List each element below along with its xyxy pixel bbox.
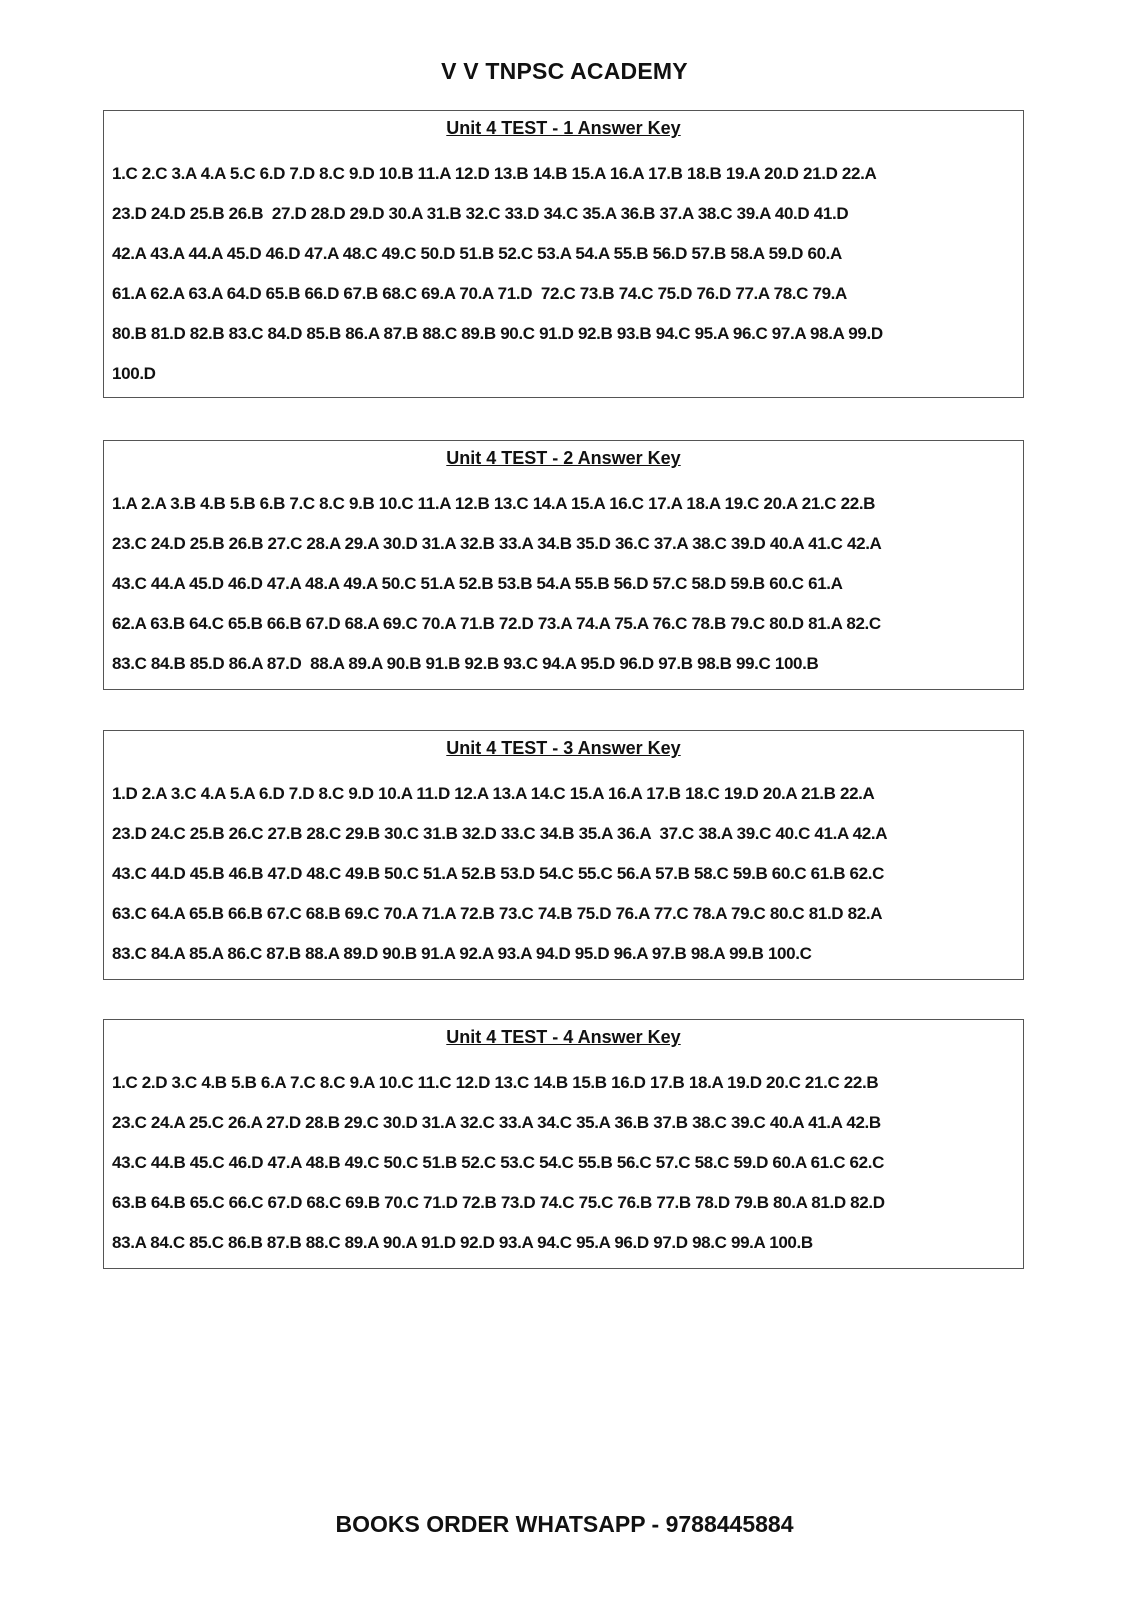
answer-line: 43.C 44.A 45.D 46.D 47.A 48.A 49.A 50.C 51.A 52.B 53.B 54.A 55.B 56.D 57.C 58.D 59.B 60.C 61.A bbox=[112, 574, 843, 593]
answer-line: 42.A 43.A 44.A 45.D 46.D 47.A 48.C 49.C 50.D 51.B 52.C 53.A 54.A 55.B 56.D 57.B 58.A 59.D 60.A bbox=[112, 244, 842, 263]
answer-line: 83.C 84.B 85.D 86.A 87.D 88.A 89.A 90.B 91.B 92.B 93.C 94.A 95.D 96.D 97.B 98.B 99.C 100.B bbox=[112, 654, 819, 673]
answer-key-box-test-3 bbox=[103, 730, 1024, 980]
answer-line: 1.D 2.A 3.C 4.A 5.A 6.D 7.D 8.C 9.D 10.A 11.D 12.A 13.A 14.C 15.A 16.A 17.B 18.C 19.D 20.A 21.B 22.A bbox=[112, 784, 875, 803]
answer-line: 23.D 24.C 25.B 26.C 27.B 28.C 29.B 30.C 31.B 32.D 33.C 34.B 35.A 36.A 37.C 38.A 39.C 40.C 41.A 42.A bbox=[112, 824, 888, 843]
answer-key-lines bbox=[104, 784, 1023, 984]
answer-line: 63.C 64.A 65.B 66.B 67.C 68.B 69.C 70.A 71.A 72.B 73.C 74.B 75.D 76.A 77.C 78.A 79.C 80.C 81.D 82.A bbox=[112, 904, 883, 923]
answer-line: 23.C 24.D 25.B 26.B 27.C 28.A 29.A 30.D 31.A 32.B 33.A 34.B 35.D 36.C 37.A 38.C 39.D 40.A 41.C 42.A bbox=[112, 534, 882, 553]
answer-key-box-test-2 bbox=[103, 440, 1024, 690]
answer-line: 80.B 81.D 82.B 83.C 84.D 85.B 86.A 87.B 88.C 89.B 90.C 91.D 92.B 93.B 94.C 95.A 96.C 97.A 98.A 99.D bbox=[112, 324, 883, 343]
answer-line: 83.C 84.A 85.A 86.C 87.B 88.A 89.D 90.B 91.A 92.A 93.A 94.D 95.D 96.A 97.B 98.A 99.B 100.C bbox=[112, 944, 812, 963]
answer-line: 1.A 2.A 3.B 4.B 5.B 6.B 7.C 8.C 9.B 10.C 11.A 12.B 13.C 14.A 15.A 16.C 17.A 18.A 19.C 20.A 21.C 22.B bbox=[112, 494, 876, 513]
answer-line: 1.C 2.D 3.C 4.B 5.B 6.A 7.C 8.C 9.A 10.C 11.C 12.D 13.C 14.B 15.B 16.D 17.B 18.A 19.D 20.C 21.C 22.B bbox=[112, 1073, 879, 1092]
answer-key-title: Unit 4 TEST - 2 Answer Key bbox=[446, 448, 681, 468]
answer-key-title: Unit 4 TEST - 3 Answer Key bbox=[446, 738, 681, 758]
answer-key-title: Unit 4 TEST - 4 Answer Key bbox=[446, 1027, 681, 1047]
answer-key-box-test-4 bbox=[103, 1019, 1024, 1269]
answer-line: 43.C 44.D 45.B 46.B 47.D 48.C 49.B 50.C 51.A 52.B 53.D 54.C 55.C 56.A 57.B 58.C 59.B 60.C 61.B 62.C bbox=[112, 864, 885, 883]
footer-order-info: BOOKS ORDER WHATSAPP - 9788445884 bbox=[335, 1511, 794, 1537]
answer-line: 23.C 24.A 25.C 26.A 27.D 28.B 29.C 30.D 31.A 32.C 33.A 34.C 35.A 36.B 37.B 38.C 39.C 40.A 41.A 42.B bbox=[112, 1113, 881, 1132]
answer-line: 61.A 62.A 63.A 64.D 65.B 66.D 67.B 68.C 69.A 70.A 71.D 72.C 73.B 74.C 75.D 76.D 77.A 78.C 79.A bbox=[112, 284, 847, 303]
answer-key-box-test-1 bbox=[103, 110, 1024, 398]
answer-key-lines bbox=[104, 164, 1023, 404]
answer-line: 62.A 63.B 64.C 65.B 66.B 67.D 68.A 69.C 70.A 71.B 72.D 73.A 74.A 75.A 76.C 78.B 79.C 80.D 81.A 82.C bbox=[112, 614, 881, 633]
answer-line: 43.C 44.B 45.C 46.D 47.A 48.B 49.C 50.C 51.B 52.C 53.C 54.C 55.B 56.C 57.C 58.C 59.D 60.A 61.C 62.C bbox=[112, 1153, 885, 1172]
answer-key-lines bbox=[104, 494, 1023, 694]
answer-key-lines bbox=[104, 1073, 1023, 1273]
answer-line: 63.B 64.B 65.C 66.C 67.D 68.C 69.B 70.C 71.D 72.B 73.D 74.C 75.C 76.B 77.B 78.D 79.B 80.A 81.D 82.D bbox=[112, 1193, 885, 1212]
answer-line: 100.D bbox=[112, 364, 156, 383]
answer-line: 1.C 2.C 3.A 4.A 5.C 6.D 7.D 8.C 9.D 10.B 11.A 12.D 13.B 14.B 15.A 16.A 17.B 18.B 19.A 20.D 21.D 22.A bbox=[112, 164, 877, 183]
answer-key-title: Unit 4 TEST - 1 Answer Key bbox=[446, 118, 681, 138]
answer-line: 23.D 24.D 25.B 26.B 27.D 28.D 29.D 30.A 31.B 32.C 33.D 34.C 35.A 36.B 37.A 38.C 39.A 40.D 41.D bbox=[112, 204, 849, 223]
answer-line: 83.A 84.C 85.C 86.B 87.B 88.C 89.A 90.A 91.D 92.D 93.A 94.C 95.A 96.D 97.D 98.C 99.A 100.B bbox=[112, 1233, 813, 1252]
page-title: V V TNPSC ACADEMY bbox=[441, 58, 688, 84]
